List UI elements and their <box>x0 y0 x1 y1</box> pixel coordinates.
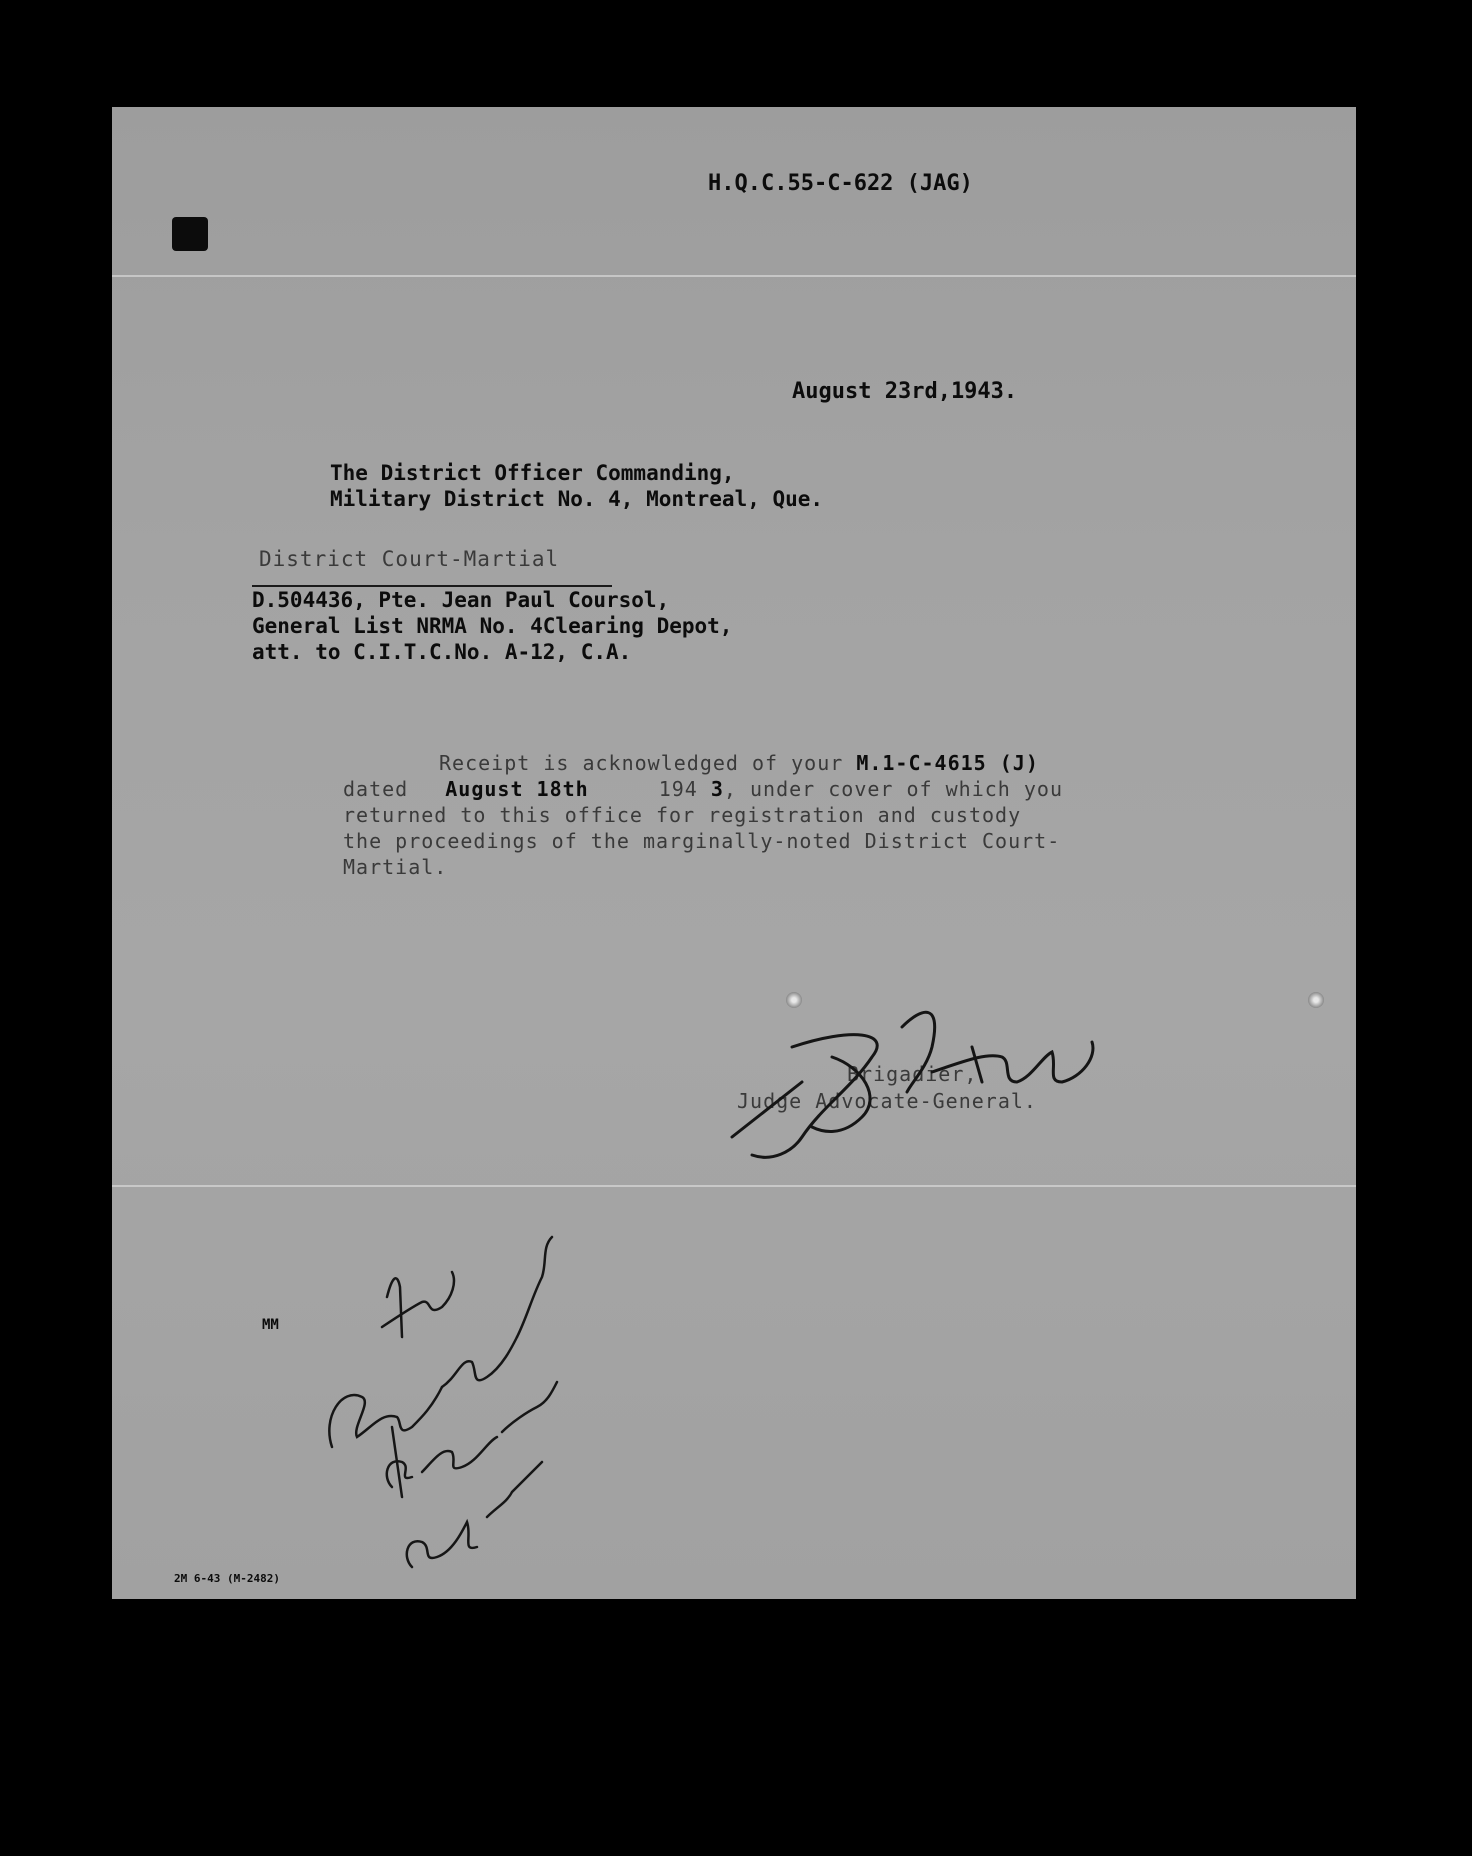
subject-line: General List NRMA No. 4Clearing Depot, <box>252 614 733 638</box>
body-text: Receipt is acknowledged of your <box>439 751 857 775</box>
body-reference: M.1-C-4615 (J) <box>856 751 1039 775</box>
handwritten-margin-notes <box>302 1187 582 1599</box>
body-year-digit: 3 <box>710 777 724 801</box>
subject-line: att. to C.I.T.C.No. A-12, C.A. <box>252 640 632 664</box>
signature-title: Judge Advocate-General. <box>737 1089 1037 1113</box>
document-page <box>112 107 1356 1599</box>
fold-line <box>112 1185 1356 1187</box>
body-line-2 <box>343 777 1063 801</box>
letter-date: August 23rd,1943. <box>792 379 1018 404</box>
handwritten-signature <box>712 987 1132 1167</box>
body-line-1 <box>439 751 1039 775</box>
registration-mark <box>172 217 208 251</box>
addressee-line-2: Military District No. 4, Montreal, Que. <box>330 487 824 511</box>
form-number: 2M 6-43 (M-2482) <box>174 1572 280 1585</box>
signature-rank: Brigadier, <box>847 1062 978 1086</box>
subject-line: D.504436, Pte. Jean Paul Coursol, <box>252 588 670 612</box>
subject-heading: District Court-Martial <box>259 547 560 571</box>
body-year: 194 <box>658 777 698 801</box>
file-reference: H.Q.C.55-C-622 (JAG) <box>708 171 973 196</box>
body-dated-value: August 18th <box>445 777 589 801</box>
body-line-3: returned to this office for registration and custody <box>343 803 1022 827</box>
punch-hole <box>1308 992 1324 1008</box>
subject-underline <box>252 585 612 587</box>
body-text: , under cover of which you <box>723 777 1063 801</box>
body-line-4: the proceedings of the marginally-noted District Court- <box>343 829 1061 853</box>
margin-initials: MM <box>262 1317 279 1333</box>
fold-line <box>112 275 1356 277</box>
body-text: dated <box>343 777 422 801</box>
addressee-line-1: The District Officer Commanding, <box>330 461 735 485</box>
body-line-5: Martial. <box>343 855 448 879</box>
